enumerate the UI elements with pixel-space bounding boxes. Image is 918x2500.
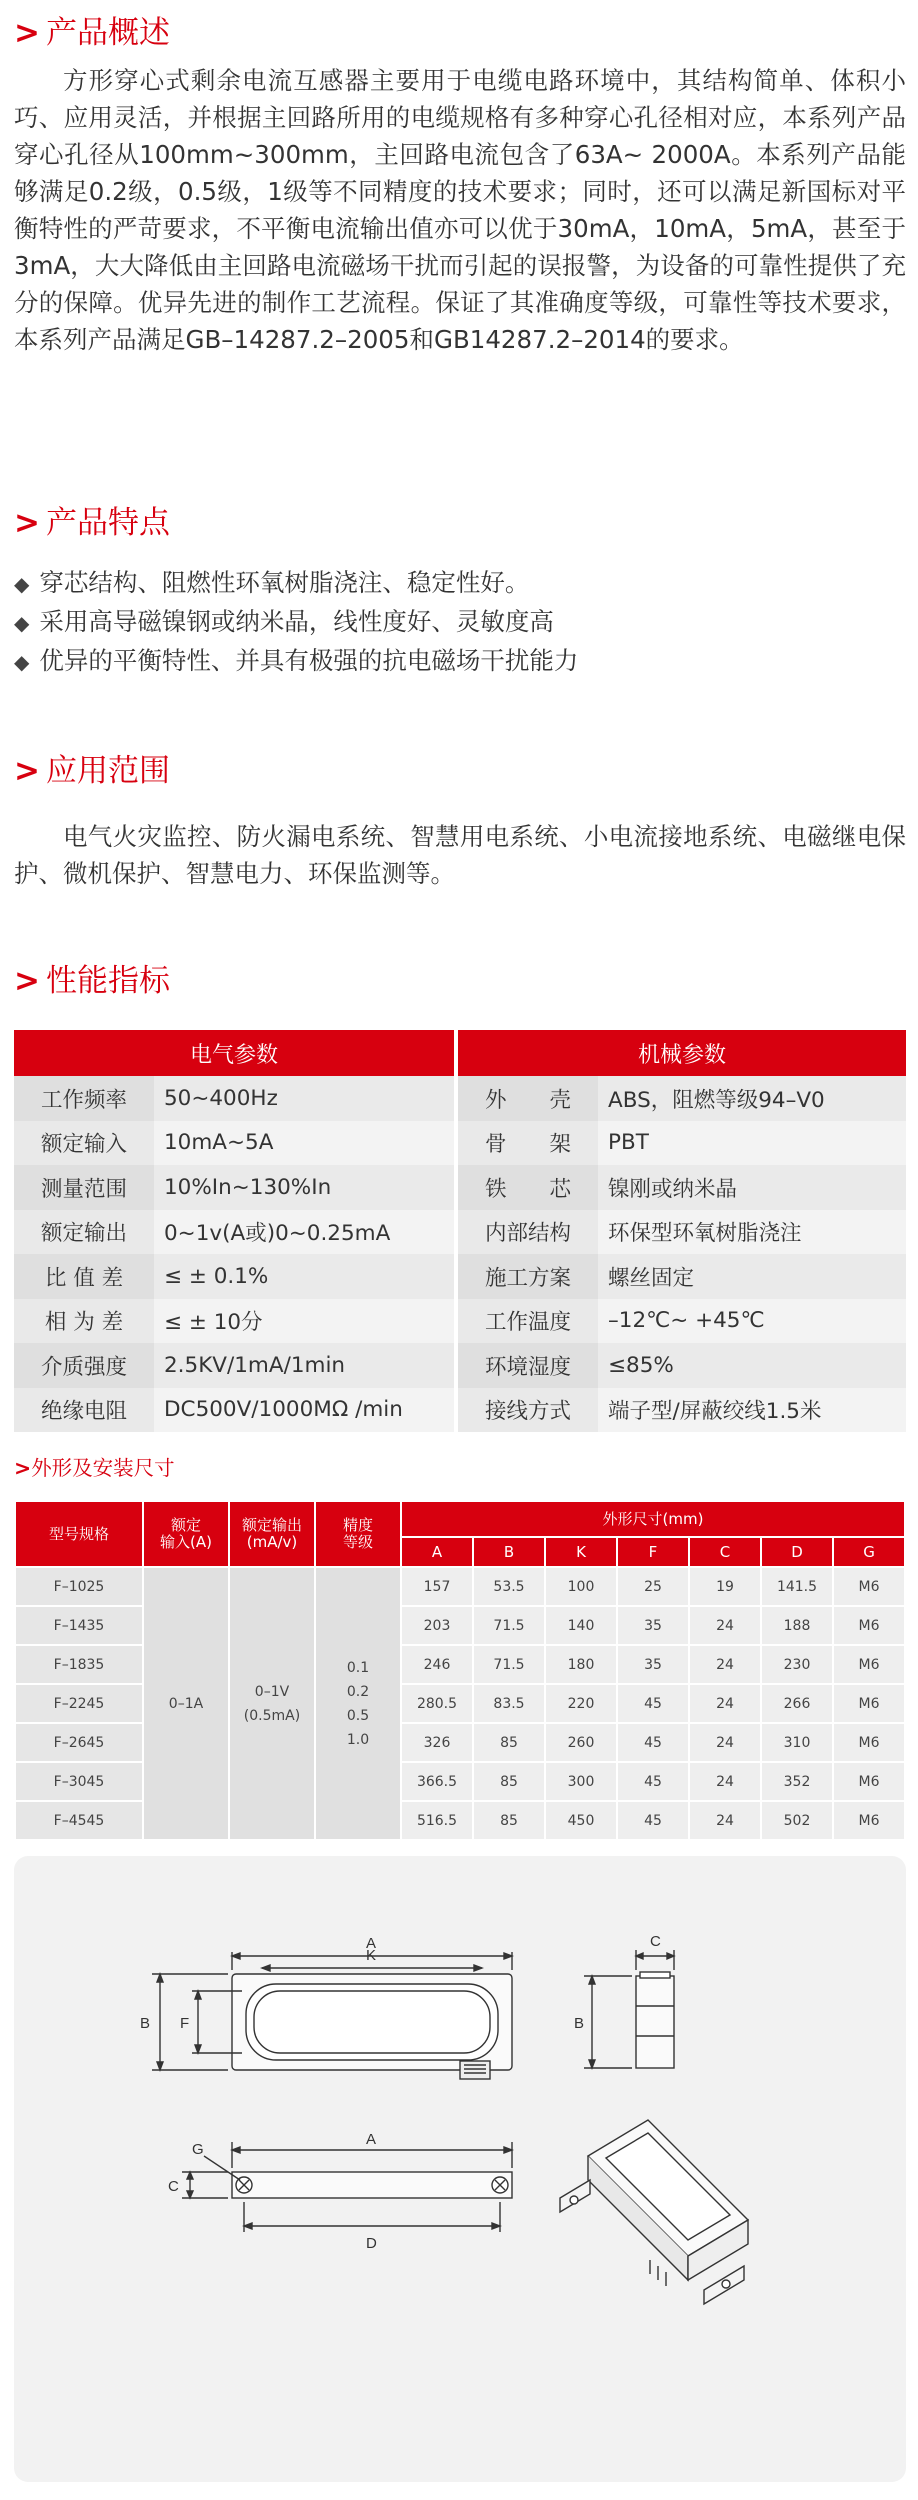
table-row (14, 1299, 906, 1344)
installation-drawing-svg (14, 1856, 906, 2482)
table-row (14, 1254, 906, 1299)
mechanical-param-value: ABS，阻燃等级94–V0 (598, 1076, 906, 1121)
dim-value-cell: 366.5 (402, 1763, 472, 1800)
dim-value-cell: 310 (762, 1724, 832, 1761)
dim-col-header: C (690, 1538, 760, 1566)
dim-col-header: A (402, 1538, 472, 1566)
dim-value-cell: 326 (402, 1724, 472, 1761)
dim-value-cell: 220 (546, 1685, 616, 1722)
perspective-view (560, 2120, 748, 2304)
features-title: > 产品特点 (14, 505, 170, 541)
chevron-right-icon: > (14, 505, 40, 541)
chevron-right-icon: > (14, 753, 40, 789)
mechanical-param-value: –12℃~ +45℃ (598, 1299, 906, 1344)
diamond-bullet-icon: ◆ (14, 572, 30, 596)
table-row (14, 1343, 906, 1388)
dim-value-cell: 24 (690, 1646, 760, 1683)
model-cell: F–1025 (16, 1568, 142, 1605)
dim-col-header: K (546, 1538, 616, 1566)
chevron-right-icon: > (14, 963, 40, 999)
dim-col-header: D (762, 1538, 832, 1566)
dim-value-cell: 35 (618, 1607, 688, 1644)
dim-value-cell: 35 (618, 1646, 688, 1683)
label-b2: B (574, 2015, 585, 2032)
dim-value-cell: M6 (834, 1568, 904, 1605)
mechanical-param-label: 环境湿度 (458, 1343, 598, 1388)
electrical-param-label: 工作频率 (14, 1076, 154, 1121)
table-row (14, 1210, 906, 1255)
dim-value-cell: 230 (762, 1646, 832, 1683)
electrical-param-label: 相 为 差 (14, 1299, 154, 1344)
model-cell: F–1435 (16, 1607, 142, 1644)
application-text: 电气火灾监控、防火漏电系统、智慧用电系统、小电流接地系统、电磁继电保护、微机保护、智慧电力、环保监测等。 (14, 822, 906, 888)
table-row (14, 1388, 906, 1433)
dim-value-cell: 260 (546, 1724, 616, 1761)
label-a2: A (366, 2131, 377, 2148)
label-k: K (366, 1947, 377, 1964)
dim-value-cell: 246 (402, 1646, 472, 1683)
outline-header: 外形尺寸(mm) (402, 1502, 904, 1536)
dimension-drawing (14, 1856, 906, 2482)
table-row (14, 1076, 906, 1121)
dim-value-cell: M6 (834, 1607, 904, 1644)
dim-value-cell: 85 (474, 1763, 544, 1800)
dim-col-header: F (618, 1538, 688, 1566)
mechanical-param-label: 内部结构 (458, 1210, 598, 1255)
dim-value-cell: 188 (762, 1607, 832, 1644)
dim-value-cell: 45 (618, 1763, 688, 1800)
dim-value-cell: 45 (618, 1685, 688, 1722)
chevron-right-icon: > (14, 15, 40, 51)
top-view (168, 2131, 512, 2252)
dim-value-cell: 266 (762, 1685, 832, 1722)
electrical-param-value: 0~1v(A或)0~0.25mA (154, 1210, 454, 1255)
model-header: 型号规格 (16, 1502, 142, 1566)
diamond-bullet-icon: ◆ (14, 650, 30, 674)
dim-value-cell: 53.5 (474, 1568, 544, 1605)
dim-value-cell: 71.5 (474, 1607, 544, 1644)
mechanical-param-value: ≤85% (598, 1343, 906, 1388)
label-g: G (192, 2141, 204, 2158)
mechanical-param-label: 接线方式 (458, 1388, 598, 1433)
dim-value-cell: 140 (546, 1607, 616, 1644)
mechanical-param-value: 端子型/屏蔽绞线1.5米 (598, 1388, 906, 1433)
label-f: F (180, 2015, 190, 2032)
mechanical-param-label: 骨 架 (458, 1121, 598, 1166)
dim-value-cell: 280.5 (402, 1685, 472, 1722)
electrical-param-label: 额定输入 (14, 1121, 154, 1166)
label-c: C (650, 1933, 661, 1950)
table-row (16, 1568, 904, 1605)
chevron-right-icon: > (14, 1456, 32, 1480)
rated-input-header: 额定 输入(A) (144, 1502, 228, 1566)
dim-value-cell: 25 (618, 1568, 688, 1605)
dim-value-cell: 85 (474, 1724, 544, 1761)
dim-value-cell: 45 (618, 1802, 688, 1839)
model-cell: F–3045 (16, 1763, 142, 1800)
rated-input-cell: 0–1A (144, 1568, 228, 1839)
label-b: B (140, 2015, 151, 2032)
label-c2: C (168, 2178, 179, 2195)
table-row (14, 1121, 906, 1166)
side-view (574, 1933, 674, 2068)
dim-value-cell: 180 (546, 1646, 616, 1683)
electrical-param-value: 2.5KV/1mA/1min (154, 1343, 454, 1388)
dim-value-cell: 352 (762, 1763, 832, 1800)
dim-value-cell: M6 (834, 1685, 904, 1722)
dim-value-cell: 141.5 (762, 1568, 832, 1605)
dimensions-table (14, 1500, 906, 1841)
dim-value-cell: 24 (690, 1607, 760, 1644)
electrical-header: 电气参数 (14, 1030, 454, 1076)
overview-text: 方形穿心式剩余电流互感器主要用于电缆电路环境中，其结构简单、体积小巧、应用灵活，并根据主回路所用的电缆规格有多种穿心孔径相对应，本系列产品穿心孔径从100mm~300mm，主回路电流包含了63A~ 2000A。本系列产品能够满足0.2级，0.5级，1级等不同精度的技术要求；同时，还可以满足新国标对平衡特性的严苛要求，不平衡电流输出值亦可以优于30mA，10mA，5mA，甚至于3mA，大大降低由主回路电流磁场干扰而引起的误报警，为设备的可靠性提供了充分的保障。优异先进的制作工艺流程。保证了其准确度等级，可靠性等技术要求，本系列产品满足GB–14287.2–2005和GB14287.2–2014的要求。 (14, 66, 906, 354)
electrical-param-label: 比 值 差 (14, 1254, 154, 1299)
electrical-param-label: 介质强度 (14, 1343, 154, 1388)
mechanical-param-value: 环保型环氧树脂浇注 (598, 1210, 906, 1255)
dim-value-cell: 45 (618, 1724, 688, 1761)
diamond-bullet-icon: ◆ (14, 611, 30, 635)
accuracy-header: 精度 等级 (316, 1502, 400, 1566)
mechanical-param-label: 铁 芯 (458, 1165, 598, 1210)
dim-value-cell: M6 (834, 1646, 904, 1683)
electrical-param-value: 10mA~5A (154, 1121, 454, 1166)
mechanical-param-value: 镍刚或纳米晶 (598, 1165, 906, 1210)
dim-value-cell: 24 (690, 1685, 760, 1722)
dim-col-header: G (834, 1538, 904, 1566)
electrical-param-label: 额定输出 (14, 1210, 154, 1255)
model-cell: F–2645 (16, 1724, 142, 1761)
application-title: > 应用范围 (14, 753, 170, 789)
electrical-param-label: 绝缘电阻 (14, 1388, 154, 1433)
dim-value-cell: 100 (546, 1568, 616, 1605)
label-d: D (366, 2235, 377, 2252)
mechanical-param-value: 螺丝固定 (598, 1254, 906, 1299)
mechanical-param-label: 工作温度 (458, 1299, 598, 1344)
dim-value-cell: 502 (762, 1802, 832, 1839)
mechanical-param-label: 外 壳 (458, 1076, 598, 1121)
dim-value-cell: M6 (834, 1724, 904, 1761)
performance-table (14, 1030, 906, 1432)
dim-value-cell: 71.5 (474, 1646, 544, 1683)
list-item: ◆ 采用高导磁镍钢或纳米晶，线性度好、灵敏度高 (14, 607, 554, 636)
dimensions-title: >外形及安装尺寸 (14, 1456, 175, 1480)
rated-output-header: 额定输出 (mA/v) (230, 1502, 314, 1566)
electrical-param-value: ≤ ± 10分 (154, 1299, 454, 1344)
mechanical-header: 机械参数 (458, 1030, 906, 1076)
dim-value-cell: 19 (690, 1568, 760, 1605)
dim-value-cell: 24 (690, 1802, 760, 1839)
features-list (14, 564, 578, 681)
dim-value-cell: M6 (834, 1802, 904, 1839)
electrical-param-value: 10%In~130%In (154, 1165, 454, 1210)
label-a: A (366, 1935, 377, 1952)
dim-value-cell: 450 (546, 1802, 616, 1839)
dim-value-cell: 516.5 (402, 1802, 472, 1839)
table-row (14, 1165, 906, 1210)
dim-value-cell: 24 (690, 1724, 760, 1761)
dim-value-cell: 157 (402, 1568, 472, 1605)
overview-title: > 产品概述 (14, 15, 170, 51)
electrical-param-value: DC500V/1000MΩ /min (154, 1388, 454, 1433)
front-view (140, 1935, 512, 2079)
dim-value-cell: 24 (690, 1763, 760, 1800)
dim-value-cell: M6 (834, 1763, 904, 1800)
mechanical-param-value: PBT (598, 1121, 906, 1166)
electrical-param-label: 测量范围 (14, 1165, 154, 1210)
model-cell: F–2245 (16, 1685, 142, 1722)
model-cell: F–1835 (16, 1646, 142, 1683)
dim-value-cell: 203 (402, 1607, 472, 1644)
electrical-param-value: ≤ ± 0.1% (154, 1254, 454, 1299)
list-item: ◆ 优异的平衡特性、并具有极强的抗电磁场干扰能力 (14, 646, 579, 675)
rated-output-cell: 0–1V (0.5mA) (230, 1568, 314, 1839)
model-cell: F–4545 (16, 1802, 142, 1839)
dim-value-cell: 83.5 (474, 1685, 544, 1722)
dim-col-header: B (474, 1538, 544, 1566)
dim-value-cell: 300 (546, 1763, 616, 1800)
list-item: ◆ 穿芯结构、阻燃性环氧树脂浇注、稳定性好。 (14, 568, 530, 597)
dim-value-cell: 85 (474, 1802, 544, 1839)
electrical-param-value: 50~400Hz (154, 1076, 454, 1121)
accuracy-cell: 0.1 0.2 0.5 1.0 (316, 1568, 400, 1839)
performance-title: > 性能指标 (14, 963, 170, 999)
mechanical-param-label: 施工方案 (458, 1254, 598, 1299)
